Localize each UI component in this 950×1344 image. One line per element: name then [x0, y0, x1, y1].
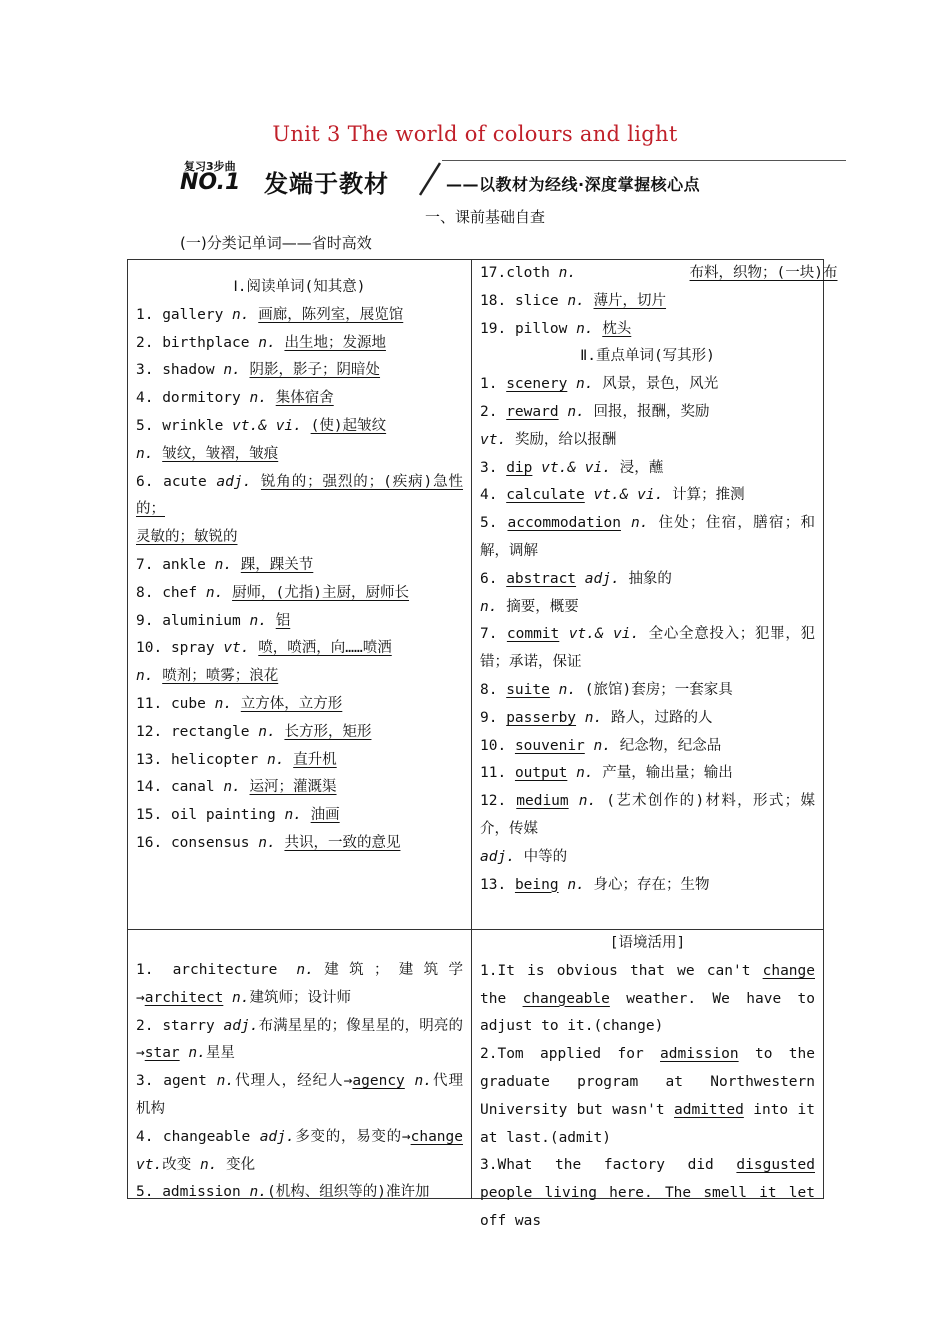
vocab-line: 17.cloth n. 布料，织物；(一块)布	[480, 265, 838, 281]
subsection-heading: (一)分类记单词——省时高效	[180, 234, 372, 252]
vocab-line	[480, 399, 815, 427]
vocab-number: 7.	[136, 556, 154, 573]
vocab-word: admission	[162, 1184, 241, 1201]
vocab-word: dormitory	[162, 390, 241, 407]
vocab-word: spray	[170, 640, 215, 657]
page-title: Unit 3 The world of colours and light	[272, 122, 678, 146]
vocab-meaning: 喷剂；喷雾；浪花	[162, 668, 279, 685]
vocab-number: 8.	[136, 584, 154, 601]
context-sentence-1: 1.It is obvious that we can't change the changeable weather. We have to adjust to it.(change)	[480, 962, 815, 1035]
vocab-meaning: 产量，输出量；输出	[602, 765, 733, 782]
vocab-number: 2.	[480, 403, 498, 420]
vocab-word: acute	[163, 473, 207, 490]
vocab-meaning: 铝	[275, 612, 291, 629]
reading-words-cell	[128, 260, 472, 930]
part-of-speech: n.	[214, 556, 233, 573]
vocab-line	[480, 288, 815, 316]
vocab-line	[480, 760, 815, 788]
derived-meaning: 改变	[162, 1156, 192, 1173]
section-banner	[178, 158, 846, 198]
derived-meaning: 星星	[205, 1045, 235, 1062]
vocab-number: 6.	[136, 473, 154, 490]
vocab-line	[480, 427, 815, 455]
part-of-speech: n.	[584, 709, 603, 726]
vocab-number: 4.	[480, 487, 498, 504]
vocab-meaning: (机构、组织等的)准许加	[266, 1184, 430, 1201]
part-of-speech: n.	[223, 779, 241, 796]
vocab-word: shadow	[162, 362, 215, 379]
vocab-meaning: 踝，踝关节	[240, 556, 314, 573]
part-of-speech: vt.	[223, 640, 250, 657]
part-of-speech: n.	[266, 751, 285, 768]
part-of-speech: vt.& vi.	[568, 626, 640, 643]
vocab-line	[136, 719, 463, 747]
vocab-number: 6.	[480, 570, 498, 587]
derivatives-cell	[128, 930, 472, 1199]
part-of-speech: n.	[232, 306, 250, 323]
context-sentence-3: 3.What the factory did disgusted people living here. The smell it let off was	[480, 1157, 815, 1229]
vocab-line	[480, 872, 815, 900]
part-of-speech: n.	[258, 723, 276, 740]
derivative-item	[136, 957, 463, 1013]
part-of-speech: vt.	[136, 1156, 163, 1173]
vocab-word: dip	[506, 459, 533, 476]
part-of-speech: n.	[136, 445, 154, 462]
vocab-word: slice	[514, 292, 559, 309]
context-header: [语境活用]	[609, 935, 686, 951]
derivative-item	[136, 1179, 463, 1207]
vocab-line	[480, 733, 815, 761]
vocab-meaning: 住处；住宿，膳宿；和解，调解	[480, 515, 816, 559]
derivative-item	[136, 1124, 463, 1180]
answer-blank: changeable	[522, 990, 610, 1007]
vocab-meaning: 阴影，影子；阴暗处	[249, 362, 381, 379]
vocab-word: scenery	[506, 376, 568, 393]
vocab-word: ankle	[162, 556, 206, 573]
vocab-meaning: 身心；存在；生物	[593, 876, 710, 893]
vocab-meaning: 薄片，切片	[593, 292, 667, 309]
vocab-meaning: 回报，报酬，奖励	[593, 403, 710, 420]
vocab-word: gallery	[162, 306, 224, 323]
derived-meaning: 建筑师；设计师	[249, 989, 352, 1006]
vocab-word: chef	[162, 584, 198, 601]
vocab-line	[480, 677, 815, 705]
vocab-line	[136, 802, 463, 830]
vocab-word: calculate	[506, 487, 585, 504]
part-of-speech: adj.	[584, 570, 620, 587]
vocab-number: 4.	[136, 1128, 154, 1145]
part-of-speech: n.	[214, 695, 233, 712]
vocab-number: 12.	[480, 793, 507, 810]
part-of-speech: n.	[199, 1156, 218, 1173]
vocab-word: reward	[506, 403, 559, 420]
vocab-line	[136, 830, 463, 858]
vocab-word: commit	[506, 626, 560, 643]
vocab-number: 3.	[480, 459, 498, 476]
part-of-speech: n.	[296, 962, 314, 978]
vocab-meaning: 运河；灌溉渠	[249, 779, 337, 796]
arrow-icon: →	[136, 989, 145, 1006]
part-of-speech: adj.	[259, 1128, 295, 1145]
vocab-meaning: 抽象的	[628, 570, 672, 587]
answer-blank: admission	[660, 1046, 739, 1063]
banner-step-label: 复习3步曲	[184, 160, 236, 173]
vocab-line	[480, 621, 815, 677]
vocab-word: pillow	[514, 320, 568, 337]
part-of-speech: n.	[558, 681, 577, 698]
vocab-line	[136, 469, 463, 525]
vocab-number: 1.	[136, 962, 154, 978]
vocab-meaning: 直升机	[293, 751, 337, 768]
part-of-speech: vt.& vi.	[541, 459, 611, 476]
vocab-number: 13.	[480, 876, 507, 893]
vocab-line	[136, 385, 463, 413]
vocab-word: starry	[162, 1017, 215, 1034]
vocab-line	[136, 441, 463, 469]
vocab-number: 11.	[136, 695, 163, 712]
part-of-speech: vt.& vi.	[232, 417, 302, 434]
part-of-speech: n.	[249, 612, 267, 629]
key-words-cell	[472, 260, 838, 930]
vocab-meaning: 路人，过路的人	[610, 709, 713, 726]
part-of-speech: n.	[188, 1045, 206, 1062]
answer-blank: admitted	[674, 1101, 744, 1118]
vocab-meaning: (艺术创作的)材料，形式；媒介，传媒	[480, 793, 815, 837]
vocab-word: agent	[163, 1073, 207, 1090]
vocab-word: consensus	[170, 834, 250, 851]
vocab-number: 7.	[480, 626, 498, 643]
vocab-line	[136, 663, 463, 691]
vocab-meaning: 中等的	[523, 848, 568, 865]
vocab-line	[136, 774, 463, 802]
part-of-speech: n.	[576, 765, 594, 782]
vocab-meaning: 布满星星的；像星星的，明亮的	[258, 1017, 463, 1034]
key-words-list-top	[480, 288, 815, 344]
part-of-speech: n.	[567, 292, 585, 309]
vocab-number: 13.	[136, 751, 163, 768]
vocab-word: abstract	[506, 570, 577, 587]
vocab-number: 3.	[136, 362, 154, 379]
banner-main-title: 发端于教材	[264, 170, 389, 198]
vocab-number: 1.	[136, 306, 154, 323]
reading-words-list	[136, 302, 463, 858]
context-cell	[472, 930, 824, 1229]
key-words-list	[480, 371, 815, 899]
vocab-meaning: 长方形，矩形	[284, 723, 372, 740]
vocab-number: 14.	[136, 779, 163, 796]
vocab-meaning: 皱纹，皱褶，皱痕	[162, 445, 279, 462]
part-of-speech: n.	[258, 834, 276, 851]
vocab-number: 18.	[480, 292, 507, 309]
vocab-meaning: 全心全意投入；犯罪，犯错；承诺，保证	[480, 626, 816, 671]
arrow-icon: →	[136, 1045, 145, 1062]
vocab-meaning: 油画	[310, 807, 340, 824]
context-sentence-2: 2.Tom applied for admission to the graduate program at Northwestern University but wasn't admitted into it at last.(admit)	[480, 1046, 815, 1146]
derivative-item	[136, 1013, 463, 1069]
vocab-number: 5.	[136, 1184, 154, 1201]
vocab-meaning: (使)起皱纹	[310, 417, 387, 434]
vocab-line	[480, 371, 815, 399]
vocab-line	[136, 552, 463, 580]
banner-slash-icon	[414, 160, 446, 196]
vocab-number: 2.	[136, 334, 154, 351]
vocab-word: passerby	[506, 709, 577, 726]
vocab-number: 16.	[136, 834, 163, 851]
vocab-word: oil painting	[170, 807, 276, 824]
vocab-line	[480, 705, 815, 733]
vocab-meaning: 风景，景色，风光	[602, 376, 719, 393]
vocab-meaning: 奖励，给以报酬	[514, 431, 617, 448]
vocab-number: 11.	[480, 765, 507, 782]
vocab-line	[136, 608, 463, 636]
vocab-line	[480, 594, 815, 622]
vocab-line	[480, 844, 815, 872]
vocab-word: wrinkle	[162, 417, 224, 434]
part-of-speech: n.	[249, 1184, 267, 1201]
part-of-speech: adj.	[216, 473, 252, 490]
banner-step-number: NO.1	[180, 170, 241, 195]
vocab-meaning: 共识，一致的意见	[284, 834, 401, 851]
arrow-icon: →	[401, 1128, 411, 1145]
vocab-line	[480, 316, 815, 344]
vocab-number: 2.	[136, 1017, 154, 1034]
banner-subtitle: ——以教材为经线·深度掌握核心点	[446, 175, 701, 194]
vocab-word: souvenir	[514, 737, 585, 754]
vocab-number: 5.	[136, 417, 154, 434]
vocab-word: changeable	[162, 1128, 251, 1145]
part-of-speech: n.	[567, 403, 585, 420]
vocab-meaning: 厨师，(尤指)主厨，厨师长	[232, 584, 410, 601]
vocab-meaning: 建筑；建筑学	[313, 962, 464, 978]
vocab-meaning: 出生地；发源地	[284, 334, 386, 351]
vocab-number: 12.	[136, 723, 163, 740]
vocab-word: suite	[506, 681, 550, 698]
vocab-number: 8.	[480, 681, 498, 698]
vocab-number: 19.	[480, 320, 507, 337]
derived-word: architect	[144, 989, 224, 1006]
vocab-meaning: 多变的，易变的	[294, 1128, 402, 1145]
vocab-number: 9.	[136, 612, 154, 629]
vocab-word: being	[514, 876, 559, 893]
vocab-number: 10.	[136, 640, 163, 657]
vocab-meaning: 浸，蘸	[619, 459, 664, 476]
vocab-meaning: 集体宿舍	[275, 390, 334, 407]
part-of-speech: vt.	[480, 431, 507, 448]
vocab-meaning: 画廊，陈列室，展览馆	[258, 306, 404, 323]
banner-rule	[442, 160, 846, 161]
vocab-word: cube	[170, 695, 206, 712]
vocab-line	[480, 510, 815, 566]
vocab-number: 9.	[480, 709, 498, 726]
part-of-speech: n.	[284, 807, 302, 824]
vocab-number: 10.	[480, 737, 507, 754]
derived-word: star	[144, 1045, 180, 1062]
vocab-number: 4.	[136, 390, 154, 407]
vocab-word: canal	[170, 779, 215, 796]
derivatives-list	[136, 957, 463, 1207]
part-of-speech: n.	[249, 390, 267, 407]
vocab-number: 5.	[480, 515, 498, 532]
vocab-word: accommodation	[507, 515, 621, 532]
key-words-header: Ⅱ.重点单词(写其形)	[580, 348, 715, 365]
part-of-speech: vt.& vi.	[593, 487, 664, 504]
vocab-meaning: (旅馆)套房；一套家具	[584, 681, 733, 698]
part-of-speech: n.	[136, 668, 154, 685]
vocab-line	[480, 455, 815, 483]
vocab-word: aluminium	[162, 612, 241, 629]
vocab-meaning: 代理人，经纪人	[234, 1073, 344, 1090]
vocab-word: rectangle	[170, 723, 250, 740]
vocab-number: 3.	[136, 1073, 154, 1090]
part-of-speech: n.	[258, 334, 276, 351]
part-of-speech: n.	[567, 876, 585, 893]
derived-word: change	[410, 1128, 463, 1145]
derived-meaning: 代理机构	[136, 1073, 464, 1117]
vocab-line	[480, 482, 815, 510]
vocab-meaning: 摘要，概要	[506, 598, 579, 615]
part-of-speech: n.	[578, 793, 597, 810]
part-of-speech: n.	[414, 1073, 433, 1090]
arrow-icon: →	[343, 1073, 353, 1090]
vocab-line	[136, 413, 463, 441]
vocab-line	[136, 691, 463, 719]
part-of-speech: adj.	[480, 848, 515, 865]
vocab-word: helicopter	[170, 751, 259, 768]
part-of-speech: adj.	[223, 1017, 259, 1034]
vocab-line	[136, 635, 463, 663]
vocab-line	[136, 330, 463, 358]
answer-blank: change	[762, 962, 815, 979]
vocab-meaning: 枕头	[602, 320, 632, 337]
vocab-line	[136, 302, 463, 330]
vocab-meaning: 立方体，立方形	[240, 695, 343, 712]
part-of-speech: n.	[480, 598, 498, 615]
section-heading: 一、课前基础自查	[425, 208, 546, 226]
vocab-line	[480, 788, 815, 844]
vocab-line	[136, 524, 463, 552]
vocab-meaning: 计算；推测	[672, 487, 745, 504]
vocab-meaning: 锐角的；强烈的；(疾病)急性的；	[136, 473, 464, 518]
vocab-line	[136, 357, 463, 385]
derivative-item	[136, 1068, 463, 1124]
vocab-word: medium	[516, 793, 569, 810]
vocab-line	[136, 747, 463, 775]
vocab-word: output	[514, 765, 568, 782]
vocab-line	[136, 580, 463, 608]
part-of-speech: n.	[223, 362, 241, 379]
vocab-meaning: 灵敏的；敏锐的	[136, 529, 238, 546]
vocab-number: 15.	[136, 807, 163, 824]
part-of-speech: n.	[205, 584, 224, 601]
vocab-meaning: 布料，织物；(一块)布	[689, 265, 838, 281]
vocab-meaning: 喷，喷洒，向……喷洒	[258, 640, 392, 657]
vocab-word: birthplace	[162, 334, 250, 351]
part-of-speech: n.	[593, 737, 611, 754]
derived-meaning: 变化	[226, 1156, 256, 1173]
part-of-speech: n.	[576, 376, 594, 393]
vocab-word: architecture	[172, 962, 278, 978]
derived-word: agency	[352, 1073, 405, 1090]
part-of-speech: n.	[631, 515, 649, 532]
vocab-line	[480, 566, 815, 594]
part-of-speech: n.	[216, 1073, 235, 1090]
vocab-number: 1.	[480, 376, 498, 393]
vocab-meaning: 纪念物，纪念品	[619, 737, 722, 754]
answer-blank: disgusted	[736, 1157, 815, 1174]
vocabulary-table	[127, 259, 838, 1229]
reading-words-header: Ⅰ.阅读单词(知其意)	[233, 279, 366, 295]
part-of-speech: n.	[232, 989, 250, 1006]
part-of-speech: n.	[576, 320, 594, 337]
